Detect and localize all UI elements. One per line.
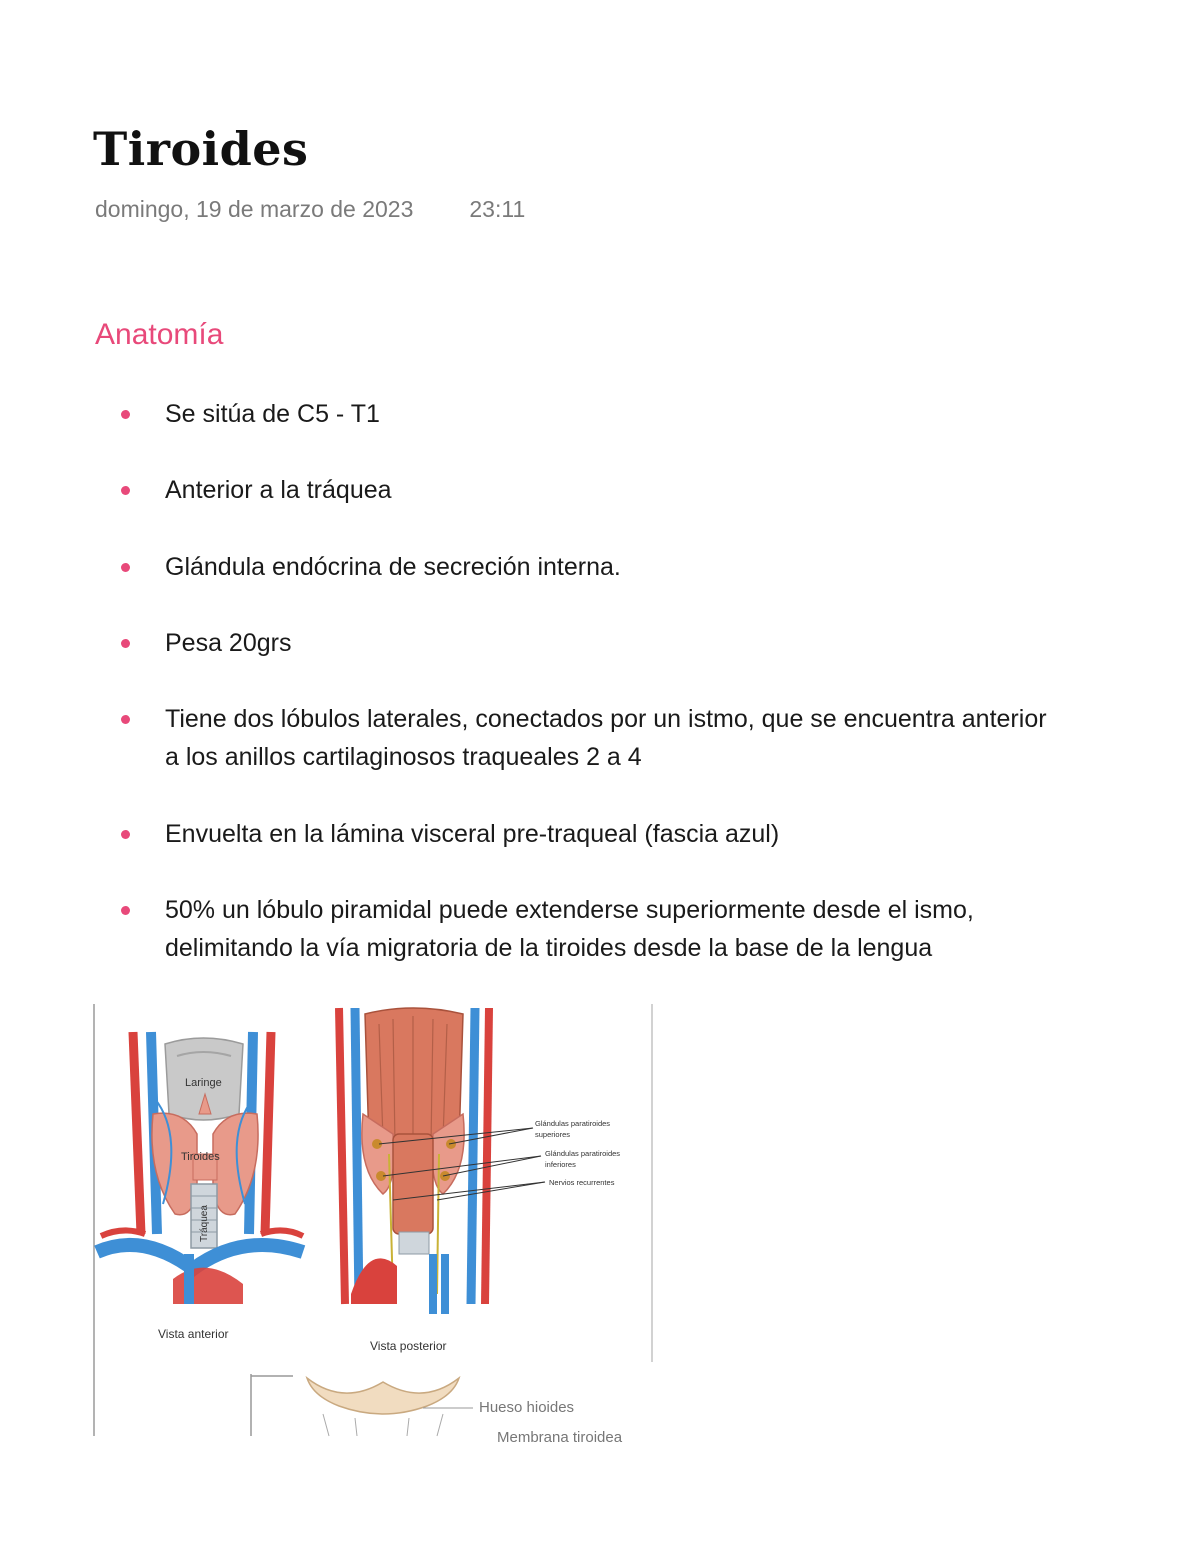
label-traquea: Tráquea bbox=[199, 1205, 210, 1242]
list-item bbox=[165, 548, 1195, 586]
label-tiroides: Tiroides bbox=[181, 1151, 220, 1163]
list-item-line: a los anillos cartilaginosos traqueales 2 a 4 bbox=[165, 743, 642, 771]
callout-sup-line2: superiores bbox=[535, 1130, 571, 1139]
list-item-line: Tiene dos lóbulos laterales, conectados por un istmo, que se encuentra anterior bbox=[165, 705, 1047, 733]
callout-sup-line1: Glándulas paratiroides bbox=[535, 1119, 611, 1128]
list-item-line: delimitando la vía migratoria de la tiroides desde la base de la lengua bbox=[165, 934, 933, 962]
callout-inf-line2: inferiores bbox=[545, 1160, 576, 1169]
posterior-view-drawing bbox=[339, 1008, 545, 1314]
label-hueso-hioides: Hueso hioides bbox=[479, 1399, 575, 1416]
bullet-icon bbox=[121, 715, 130, 724]
label-laringe: Laringe bbox=[185, 1077, 222, 1089]
label-membrana-tiroidea: Membrana tiroidea bbox=[497, 1429, 623, 1446]
bullet-icon bbox=[121, 830, 130, 839]
list-item-line: 50% un lóbulo piramidal puede extenderse superiormente desde el ismo, bbox=[165, 896, 974, 924]
list-item-line: Se sitúa de C5 - T1 bbox=[165, 400, 380, 428]
anterior-caption: Vista anterior bbox=[158, 1327, 229, 1341]
bullet-icon bbox=[121, 486, 130, 495]
list-item bbox=[165, 891, 1195, 967]
page-title: Tiroides bbox=[93, 122, 309, 176]
lower-image bbox=[251, 1374, 473, 1436]
page-time: 23:11 bbox=[469, 196, 526, 222]
bullet-icon bbox=[121, 639, 130, 648]
anatomy-figure bbox=[93, 1004, 653, 1446]
list-item-line: Envuelta en la lámina visceral pre-traqueal (fascia azul) bbox=[165, 820, 780, 848]
bullet-icon bbox=[121, 906, 130, 915]
section-heading: Anatomía bbox=[95, 318, 224, 351]
list-item bbox=[165, 700, 1195, 776]
anterior-view-drawing bbox=[97, 1032, 303, 1304]
list-item-line: Pesa 20grs bbox=[165, 629, 292, 657]
callout-inf-line1: Glándulas paratiroides bbox=[545, 1149, 621, 1158]
list-item bbox=[165, 395, 1195, 433]
list-item bbox=[165, 471, 1195, 509]
bullet-icon bbox=[121, 410, 130, 419]
list-item bbox=[165, 815, 1195, 853]
bullet-icon bbox=[121, 563, 130, 572]
posterior-caption: Vista posterior bbox=[370, 1339, 447, 1353]
list-item bbox=[165, 624, 1195, 662]
list-item-line: Anterior a la tráquea bbox=[165, 476, 392, 504]
list-item-line: Glándula endócrina de secreción interna. bbox=[165, 553, 621, 581]
page-date: domingo, 19 de marzo de 2023 bbox=[95, 196, 414, 222]
thyroid-illustration bbox=[93, 1004, 653, 1446]
callout-nerves: Nervios recurrentes bbox=[549, 1178, 615, 1187]
